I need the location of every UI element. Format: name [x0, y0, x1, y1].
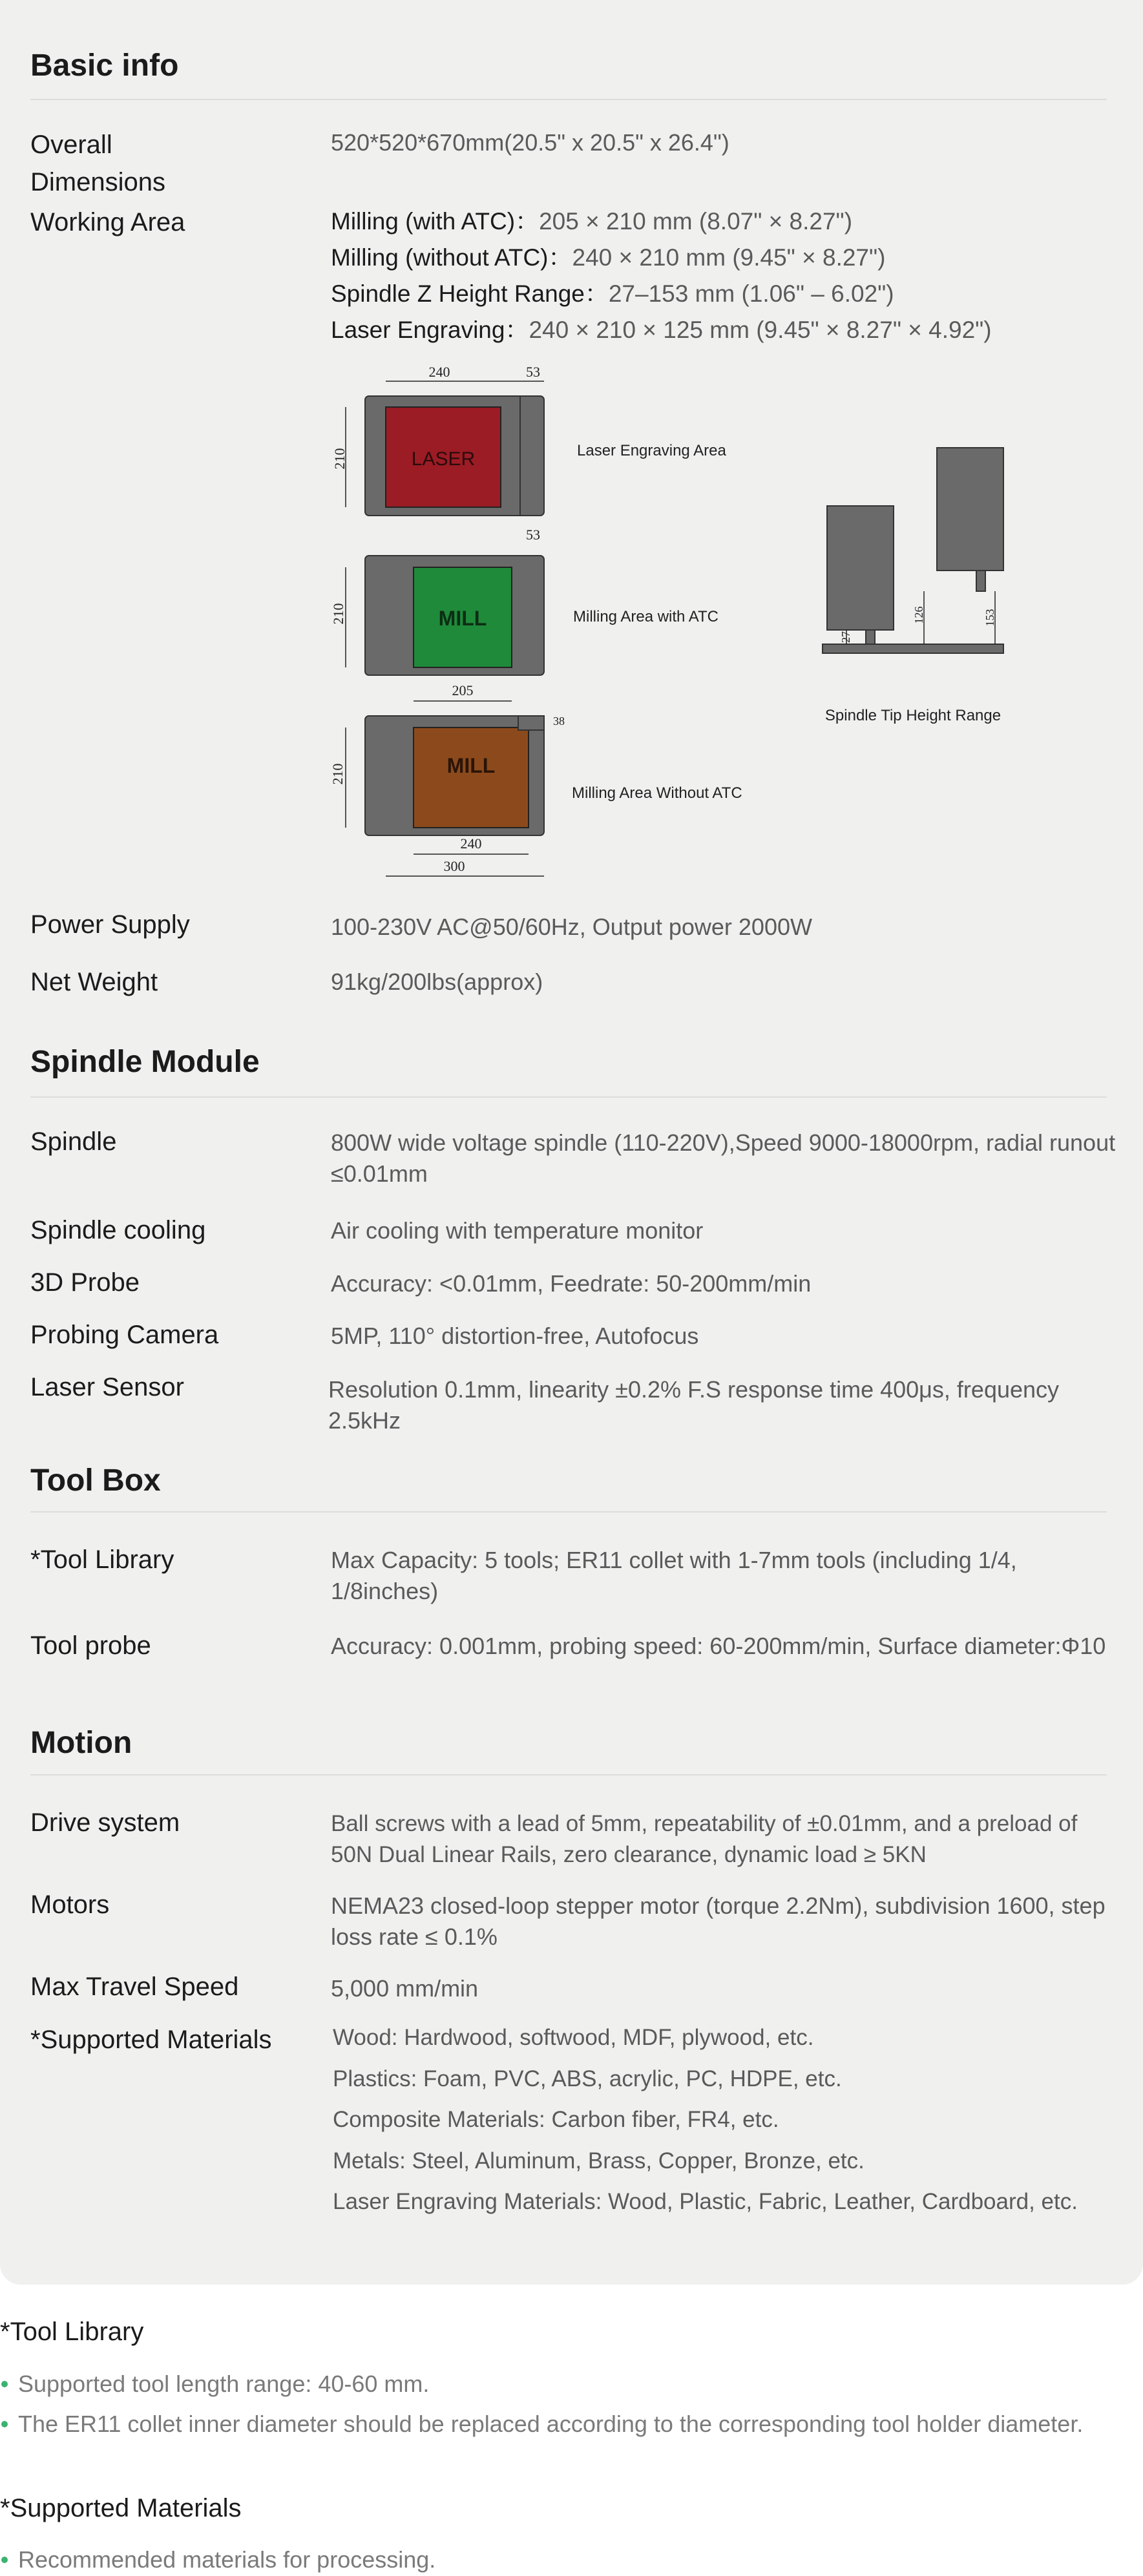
tool-probe-value: Accuracy: 0.001mm, probing speed: 60-200mm/min, Surface diameter:Φ10 [331, 1633, 1106, 1659]
working-area-sub-value: 205 × 210 mm (8.07" × 8.27") [539, 208, 853, 235]
dim-300-label: 300 [443, 858, 465, 874]
working-area-sub-label: Milling (without ATC)： [331, 244, 572, 271]
probing-camera-value: 5MP, 110° distortion-free, Autofocus [331, 1323, 699, 1349]
overall-dimensions-value: 520*520*670mm(20.5" x 20.5" x 26.4") [331, 129, 729, 156]
net-weight-label: Net Weight [30, 968, 158, 996]
note-text: The ER11 collet inner diameter should be replaced according to the corresponding tool holder diameter. [18, 2411, 1084, 2437]
working-area-sub-label: Laser Engraving： [331, 317, 529, 343]
note-list-item [18, 2544, 1117, 2576]
note-tool-library-title: *Tool Library [0, 2318, 144, 2346]
note-text: Supported tool length range: 40-60 mm. [18, 2371, 430, 2397]
drive-system-value: Ball screws with a lead of 5mm, repeatability of ±0.01mm, and a preload of 50N Dual Linear Rails, zero clearance, dynamic load ≥ 5KN [331, 1811, 1078, 1867]
divider [30, 1511, 1107, 1513]
bullet-dot-icon [1, 2421, 8, 2427]
supported-materials-label: *Supported Materials [30, 2026, 272, 2054]
power-supply-label: Power Supply [30, 910, 190, 939]
bullet-dot-icon [1, 2557, 8, 2563]
dim-210-label: 210 [331, 448, 348, 470]
mill-noatc-caption: Milling Area Without ATC [572, 784, 742, 802]
working-area-line [331, 205, 852, 238]
note-text: Recommended materials for processing. [18, 2546, 436, 2573]
divider [30, 1774, 1107, 1775]
section-title-tool-box: Tool Box [30, 1463, 161, 1498]
drive-system-label: Drive system [30, 1808, 180, 1837]
dim-27-label: 27 [839, 631, 852, 643]
dim-210-label: 210 [330, 603, 346, 625]
power-supply-value: 100-230V AC@50/60Hz, Output power 2000W [331, 914, 812, 940]
spindle-value: 800W wide voltage spindle (110-220V),Speed 9000-18000rpm, radial runout ≤0.01mm [331, 1129, 1116, 1187]
spindle-cooling-value: Air cooling with temperature monitor [331, 1217, 704, 1244]
laser-sensor-label: Laser Sensor [30, 1373, 184, 1401]
material-item: Plastics: Foam, PVC, ABS, acrylic, PC, HDPE, etc. [333, 2066, 842, 2091]
overall-dimensions-label: Overall Dimensions [30, 131, 165, 196]
dim-210-label: 210 [330, 763, 346, 785]
working-area-sub-value: 27–153 mm (1.06" – 6.02") [608, 280, 894, 307]
max-travel-speed-value: 5,000 mm/min [331, 1975, 479, 2002]
working-area-line [331, 314, 992, 346]
spindle-bed [823, 644, 1003, 653]
divider [30, 99, 1107, 100]
spindle-high [937, 448, 1003, 571]
dim-38-label: 38 [553, 715, 565, 728]
max-travel-speed-label: Max Travel Speed [30, 1973, 239, 2001]
laser-sensor-value: Resolution 0.1mm, linearity ±0.2% F.S response time 400μs, frequency 2.5kHz [328, 1376, 1060, 1434]
laser-area-text: LASER [411, 448, 476, 470]
spindle-low [827, 506, 894, 630]
mill-atc-caption: Milling Area with ATC [573, 608, 718, 625]
section-title-spindle-module: Spindle Module [30, 1045, 260, 1079]
spindle-label: Spindle [30, 1127, 117, 1156]
laser-caption: Laser Engraving Area [577, 442, 726, 459]
motors-value: NEMA23 closed-loop stepper motor (torque 2.2Nm), subdivision 1600, step loss rate ≤ 0.1% [331, 1892, 1106, 1950]
working-area-sub-value: 240 × 210 mm (9.45" × 8.27") [572, 244, 886, 271]
3d-probe-label: 3D Probe [30, 1268, 140, 1297]
dim-126-label: 126 [912, 606, 925, 624]
spindle-caption: Spindle Tip Height Range [824, 707, 1001, 724]
working-area-line [331, 278, 894, 310]
mill-noatc-area [414, 728, 529, 828]
material-item: Composite Materials: Carbon fiber, FR4, etc. [333, 2107, 779, 2132]
section-title-motion: Motion [30, 1726, 132, 1760]
bullet-dot-icon [1, 2381, 8, 2387]
note-list-item [18, 2408, 1117, 2440]
working-area-label: Working Area [30, 208, 185, 236]
section-title-basic-info: Basic info [30, 48, 179, 83]
spindle-cooling-label: Spindle cooling [30, 1216, 206, 1244]
probing-camera-label: Probing Camera [30, 1321, 219, 1349]
tool-library-value: Max Capacity: 5 tools; ER11 collet with 1-7mm tools (including 1/4, 1/8inches) [331, 1547, 1017, 1604]
tool-probe-label: Tool probe [30, 1631, 151, 1660]
material-item: Laser Engraving Materials: Wood, Plastic, Fabric, Leather, Cardboard, etc. [333, 2189, 1078, 2214]
dim-53-label: 53 [526, 527, 540, 543]
note-supported-materials-title: *Supported Materials [0, 2494, 242, 2522]
dim-240-label: 240 [428, 364, 450, 380]
dim-153-label: 153 [983, 609, 996, 627]
material-item: Metals: Steel, Aluminum, Brass, Copper, Bronze, etc. [333, 2148, 865, 2173]
motors-label: Motors [30, 1890, 110, 1919]
3d-probe-value: Accuracy: <0.01mm, Feedrate: 50-200mm/min [331, 1270, 812, 1297]
dim-205-label: 205 [452, 682, 474, 698]
mill-atc-text: MILL [438, 607, 487, 630]
working-area-sub-value: 240 × 210 × 125 mm (9.45" × 8.27" × 4.92") [529, 317, 992, 343]
working-area-sub-label: Milling (with ATC)： [331, 208, 540, 235]
material-item: Wood: Hardwood, softwood, MDF, plywood, etc. [333, 2025, 814, 2050]
tool-library-label: *Tool Library [30, 1545, 174, 1574]
divider [30, 1096, 1107, 1098]
dim-240-label: 240 [460, 835, 482, 852]
net-weight-value: 91kg/200lbs(approx) [331, 969, 543, 995]
mill-noatc-text: MILL [446, 754, 496, 777]
working-area-diagram [320, 355, 1043, 885]
dim-53-label: 53 [526, 364, 540, 380]
working-area-sub-label: Spindle Z Height Range： [331, 280, 609, 307]
note-list-item [18, 2368, 1117, 2400]
working-area-line [331, 242, 885, 274]
